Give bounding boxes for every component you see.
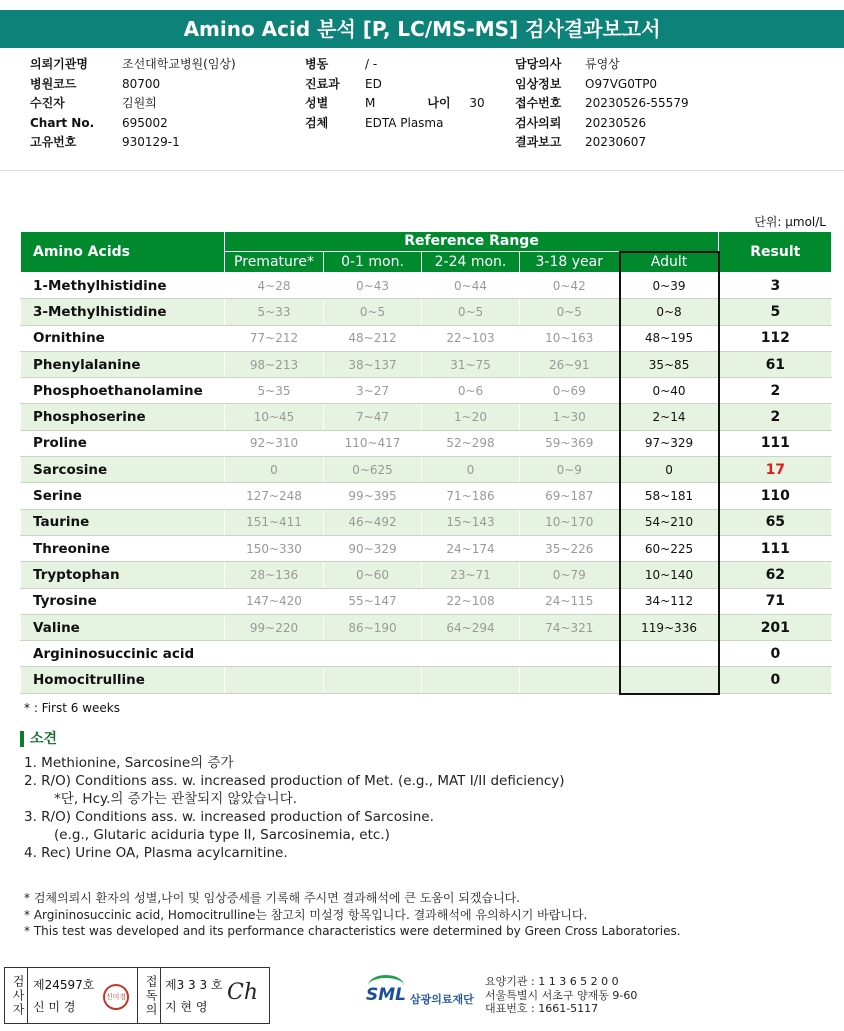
table-row — [21, 483, 832, 509]
ref-y3_18: 1~30 — [520, 404, 620, 430]
ref-premature: 4~28 — [225, 273, 324, 299]
ref-premature: 5~35 — [225, 378, 324, 404]
reviewer-license: 제3 3 3 호 — [165, 978, 223, 992]
table-row — [21, 430, 832, 456]
info-value: M — [365, 96, 376, 110]
info-label: Chart No. — [30, 115, 95, 130]
result-value: 110 — [719, 483, 832, 509]
ref-premature: 147~420 — [225, 588, 324, 614]
result-value: 17 — [719, 457, 832, 483]
finding-line: 2. R/O) Conditions ass. w. increased production of Met. (e.g., MAT I/II deficiency) — [24, 773, 565, 789]
amino-acid-table — [20, 231, 832, 695]
table-row — [21, 641, 832, 667]
table-row — [21, 509, 832, 535]
lab-logo — [366, 975, 476, 1015]
ref-m0_1: 0~625 — [324, 457, 422, 483]
info-label: 결과보고 — [515, 135, 562, 149]
result-value: 61 — [719, 351, 832, 377]
header-adult: Adult — [620, 252, 719, 273]
amino-acid-name: Serine — [21, 483, 225, 509]
lab-address — [485, 975, 637, 1016]
ref-premature: 151~411 — [225, 509, 324, 535]
report-title: Amino Acid 분석 [P, LC/MS-MS] 검사결과보고서 — [0, 10, 844, 48]
ref-m2_24: 15~143 — [422, 509, 520, 535]
info-label: 고유번호 — [30, 135, 77, 149]
ref-adult: 0 — [620, 457, 719, 483]
result-value: 112 — [719, 325, 832, 351]
ref-m2_24: 0~44 — [422, 273, 520, 299]
info-value: ED — [365, 76, 382, 91]
header-reference-range: Reference Range — [225, 232, 719, 252]
result-value: 0 — [719, 641, 832, 667]
table-row — [21, 562, 832, 588]
ref-m2_24: 0~6 — [422, 378, 520, 404]
info-row — [30, 75, 236, 95]
ref-m0_1: 86~190 — [324, 614, 422, 640]
ref-m0_1: 55~147 — [324, 588, 422, 614]
note-line: * Argininosuccinic acid, Homocitrulline는 참고치 미설정 항목입니다. 결과해석에 유의하시기 바랍니다. — [24, 907, 588, 922]
amino-acid-name: 3-Methylhistidine — [21, 299, 225, 325]
info-row — [30, 55, 236, 75]
info-row — [515, 133, 689, 153]
amino-acid-name: Phosphoethanolamine — [21, 378, 225, 404]
ref-m0_1: 3~27 — [324, 378, 422, 404]
info-label: 의뢰기관명 — [30, 57, 88, 71]
amino-acid-name: Tyrosine — [21, 588, 225, 614]
table-row — [21, 614, 832, 640]
ref-y3_18: 69~187 — [520, 483, 620, 509]
result-value: 5 — [719, 299, 832, 325]
info-row — [305, 114, 485, 134]
table-row — [21, 273, 832, 299]
info-label: 담당의사 — [515, 57, 562, 71]
ref-premature: 77~212 — [225, 325, 324, 351]
ref-m2_24: 31~75 — [422, 351, 520, 377]
ref-premature: 5~33 — [225, 299, 324, 325]
ref-adult: 60~225 — [620, 535, 719, 561]
ref-m0_1 — [324, 667, 422, 694]
lab-phone: 대표번호 : 1661-5117 — [485, 1002, 599, 1015]
finding-line: 3. R/O) Conditions ass. w. increased production of Sarcosine. — [24, 809, 434, 825]
result-value: 71 — [719, 588, 832, 614]
ref-y3_18: 35~226 — [520, 535, 620, 561]
ref-m0_1: 48~212 — [324, 325, 422, 351]
footnote: * : First 6 weeks — [24, 701, 120, 715]
ref-y3_18: 0~5 — [520, 299, 620, 325]
unit-label: 단위: μmol/L — [754, 215, 826, 229]
notes — [24, 890, 681, 940]
result-value: 111 — [719, 430, 832, 456]
result-value: 62 — [719, 562, 832, 588]
amino-acid-name: 1-Methylhistidine — [21, 273, 225, 299]
result-value: 2 — [719, 404, 832, 430]
findings — [24, 754, 565, 862]
amino-acid-name: Proline — [21, 430, 225, 456]
ref-m0_1: 0~5 — [324, 299, 422, 325]
ref-m2_24: 52~298 — [422, 430, 520, 456]
info-row — [305, 55, 485, 75]
info-label: 검체 — [305, 115, 329, 130]
ref-adult: 0~39 — [620, 273, 719, 299]
info-label: 검사의뢰 — [515, 115, 562, 130]
ref-adult: 35~85 — [620, 351, 719, 377]
divider — [0, 170, 844, 171]
info-value: EDTA Plasma — [365, 115, 444, 130]
ref-y3_18: 10~170 — [520, 509, 620, 535]
ref-m2_24: 0~5 — [422, 299, 520, 325]
result-value: 3 — [719, 273, 832, 299]
header-result: Result — [719, 232, 832, 273]
ref-adult: 0~8 — [620, 299, 719, 325]
ref-m0_1: 0~60 — [324, 562, 422, 588]
info-value: 80700 — [122, 76, 161, 91]
info-label: 병동 — [305, 57, 329, 71]
tester-name: 신 미 경 — [33, 1000, 76, 1014]
result-value: 0 — [719, 667, 832, 694]
ref-m2_24: 23~71 — [422, 562, 520, 588]
ref-m2_24 — [422, 667, 520, 694]
amino-acid-name: Sarcosine — [21, 457, 225, 483]
ref-adult — [620, 667, 719, 694]
info-value: 조선대학교병원(임상) — [122, 57, 236, 71]
info-row — [30, 94, 236, 114]
info-value: 20230607 — [585, 135, 647, 149]
table-row — [21, 404, 832, 430]
ref-premature — [225, 667, 324, 694]
reviewer-label: 접독의 — [137, 968, 161, 1023]
findings-title: 소견 — [20, 731, 57, 747]
ref-y3_18: 0~42 — [520, 273, 620, 299]
info-value: 20230526-55579 — [585, 96, 689, 110]
reviewer-info — [165, 974, 223, 1018]
age-label: 나이 — [427, 96, 451, 110]
header-amino-acids: Amino Acids — [21, 232, 225, 273]
info-row — [515, 75, 689, 95]
ref-m0_1: 110~417 — [324, 430, 422, 456]
table-row — [21, 351, 832, 377]
info-label: 병원코드 — [30, 76, 77, 91]
ref-y3_18: 74~321 — [520, 614, 620, 640]
result-value: 201 — [719, 614, 832, 640]
ref-adult: 48~195 — [620, 325, 719, 351]
ref-premature: 0 — [225, 457, 324, 483]
info-label: 수진자 — [30, 96, 65, 110]
tester-license: 제24597호 — [33, 978, 95, 992]
amino-acid-name: Tryptophan — [21, 562, 225, 588]
ref-y3_18 — [520, 667, 620, 694]
result-value: 111 — [719, 535, 832, 561]
ref-premature — [225, 641, 324, 667]
ref-y3_18: 0~79 — [520, 562, 620, 588]
ref-y3_18: 26~91 — [520, 351, 620, 377]
info-row — [30, 114, 236, 134]
finding-line: 1. Methionine, Sarcosine의 증가 — [24, 755, 234, 771]
header-2-24-mon: 2-24 mon. — [422, 252, 520, 273]
info-row — [515, 114, 689, 134]
amino-acid-name: Threonine — [21, 535, 225, 561]
info-value: 김원희 — [122, 96, 157, 110]
ref-m2_24: 0 — [422, 457, 520, 483]
ref-m0_1 — [324, 641, 422, 667]
ref-m0_1: 0~43 — [324, 273, 422, 299]
tester-info — [33, 974, 94, 1018]
amino-acid-name: Argininosuccinic acid — [21, 641, 225, 667]
header-premature: Premature* — [225, 252, 324, 273]
ref-y3_18: 59~369 — [520, 430, 620, 456]
info-value: O97VG0TP0 — [585, 76, 658, 91]
info-label: 성별 — [305, 96, 329, 110]
stamp-icon: 신미경 — [103, 984, 129, 1010]
ref-premature: 99~220 — [225, 614, 324, 640]
ref-premature: 98~213 — [225, 351, 324, 377]
lab-street: 서울특별시 서초구 양재동 9-60 — [485, 988, 638, 1002]
info-label: 임상정보 — [515, 76, 562, 91]
info-row — [30, 133, 236, 153]
ref-m2_24: 64~294 — [422, 614, 520, 640]
age-value: 30 — [469, 96, 485, 110]
lab-name: 삼광의료재단 — [410, 993, 474, 1006]
ref-y3_18: 0~69 — [520, 378, 620, 404]
amino-acid-name: Valine — [21, 614, 225, 640]
ref-adult: 54~210 — [620, 509, 719, 535]
ref-m2_24: 71~186 — [422, 483, 520, 509]
tester-label: 검사자 — [5, 968, 28, 1023]
ref-m0_1: 46~492 — [324, 509, 422, 535]
ref-y3_18: 0~9 — [520, 457, 620, 483]
ref-m2_24: 22~108 — [422, 588, 520, 614]
info-value: 류영상 — [585, 57, 620, 71]
amino-acid-name: Phenylalanine — [21, 351, 225, 377]
table-row — [21, 378, 832, 404]
ref-premature: 127~248 — [225, 483, 324, 509]
table-row — [21, 667, 832, 694]
info-value: 20230526 — [585, 115, 647, 130]
ref-adult: 119~336 — [620, 614, 719, 640]
signature-icon: Ch — [227, 980, 259, 1005]
table-row — [21, 457, 832, 483]
ref-premature: 28~136 — [225, 562, 324, 588]
ref-m2_24 — [422, 641, 520, 667]
info-value: 695002 — [122, 115, 168, 130]
ref-premature: 10~45 — [225, 404, 324, 430]
ref-adult: 97~329 — [620, 430, 719, 456]
ref-y3_18: 24~115 — [520, 588, 620, 614]
table-row — [21, 535, 832, 561]
info-row — [515, 55, 689, 75]
finding-line: (e.g., Glutaric aciduria type II, Sarcosinemia, etc.) — [24, 827, 390, 843]
table-row — [21, 299, 832, 325]
patient-info-col2 — [305, 55, 485, 133]
table-row — [21, 325, 832, 351]
ref-adult: 58~181 — [620, 483, 719, 509]
ref-adult: 0~40 — [620, 378, 719, 404]
ref-premature: 92~310 — [225, 430, 324, 456]
ref-m2_24: 22~103 — [422, 325, 520, 351]
signature-box — [4, 967, 270, 1024]
lab-code: 요양기관 : 1 1 3 6 5 2 0 0 — [485, 975, 619, 988]
ref-adult — [620, 641, 719, 667]
info-value: 930129-1 — [122, 135, 180, 149]
info-value: / - — [365, 57, 378, 71]
header-0-1-mon: 0-1 mon. — [324, 252, 422, 273]
ref-y3_18: 10~163 — [520, 325, 620, 351]
note-line: * 검체의뢰시 환자의 성별,나이 및 임상증세를 기록해 주시면 결과해석에 큰 도움이 되겠습니다. — [24, 891, 521, 905]
info-row — [515, 94, 689, 114]
ref-m0_1: 99~395 — [324, 483, 422, 509]
ref-m0_1: 38~137 — [324, 351, 422, 377]
info-label: 진료과 — [305, 76, 340, 91]
amino-acid-name: Homocitrulline — [21, 667, 225, 694]
finding-line: 4. Rec) Urine OA, Plasma acylcarnitine. — [24, 845, 288, 861]
ref-adult: 34~112 — [620, 588, 719, 614]
reviewer-name: 지 현 영 — [165, 1000, 208, 1014]
info-row — [305, 94, 485, 114]
result-value: 2 — [719, 378, 832, 404]
result-value: 65 — [719, 509, 832, 535]
finding-line: *단, Hcy.의 증가는 관찰되지 않았습니다. — [24, 791, 298, 807]
ref-adult: 10~140 — [620, 562, 719, 588]
ref-adult: 2~14 — [620, 404, 719, 430]
ref-y3_18 — [520, 641, 620, 667]
logo-text: SML — [366, 985, 406, 1005]
info-row — [305, 75, 485, 95]
table-row — [21, 588, 832, 614]
patient-info-col1 — [30, 55, 236, 153]
amino-acid-name: Taurine — [21, 509, 225, 535]
ref-m0_1: 7~47 — [324, 404, 422, 430]
patient-info-col3 — [515, 55, 689, 153]
amino-acid-name: Phosphoserine — [21, 404, 225, 430]
header-3-18-year: 3-18 year — [520, 252, 620, 273]
amino-acid-name: Ornithine — [21, 325, 225, 351]
note-line: * This test was developed and its performance characteristics were determined by Green Cross Laboratories. — [24, 924, 681, 938]
info-label: 접수번호 — [515, 96, 562, 110]
ref-m0_1: 90~329 — [324, 535, 422, 561]
ref-premature: 150~330 — [225, 535, 324, 561]
ref-m2_24: 24~174 — [422, 535, 520, 561]
ref-m2_24: 1~20 — [422, 404, 520, 430]
